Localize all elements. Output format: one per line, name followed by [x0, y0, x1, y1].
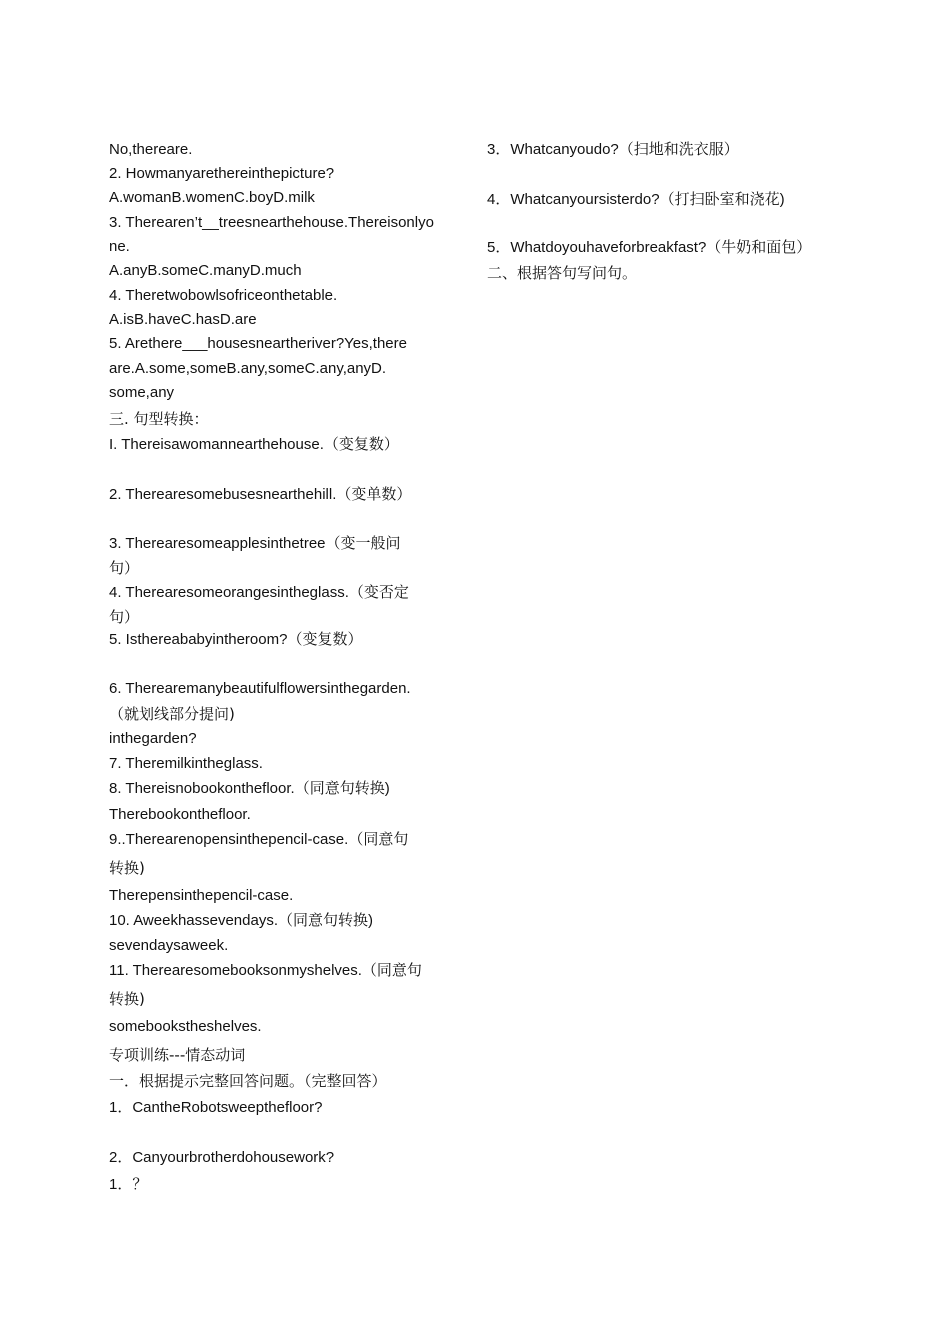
text-line: 4. Theretwobowlsofriceonthetable.	[109, 287, 338, 304]
text-line: 转换)	[109, 859, 145, 877]
text-line: 4．Whatcanyoursisterdo?（打扫卧室和浇花)	[487, 191, 785, 208]
text-line: 句）	[109, 559, 140, 577]
text-line: 7. Theremilkintheglass.	[109, 755, 263, 772]
text-line: 5．Whatdoyouhaveforbreakfast?（牛奶和面包）	[487, 239, 812, 256]
text-line: 8. Thereisnobookonthefloor.（同意句转换)	[109, 780, 390, 797]
text-line: A.womanB.womenC.boyD.milk	[109, 189, 315, 206]
section-heading: 专项训练---情态动词	[109, 1046, 246, 1064]
text-line: inthegarden?	[109, 730, 197, 747]
text-line: I. Thereisawomannearthehouse.（变复数）	[109, 436, 399, 453]
section-heading: 三. 句型转换：	[109, 410, 209, 428]
text-line: 6. Therearemanybeautifulflowersinthegarden.	[109, 680, 411, 697]
text-line: 2．Canyourbrotherdohousework?	[109, 1149, 335, 1166]
text-line: 3. Therearesomeapplesinthetree（变一般问	[109, 535, 401, 552]
text-line: A.isB.haveC.hasD.are	[109, 311, 257, 328]
text-line: sevendaysaweek.	[109, 937, 229, 954]
text-line: 4. Therearesomeorangesintheglass.（变否定	[109, 584, 409, 601]
text-line: 5. Arethere___housesneartheriver?Yes,there	[109, 335, 407, 352]
section-heading: 二、根据答句写问句。	[487, 264, 638, 282]
section-heading: 一．根据提示完整回答问题。（完整回答）	[109, 1072, 387, 1090]
text-line: 转换)	[109, 990, 145, 1008]
text-line: 1．CantheRobotsweepthefloor?	[109, 1099, 323, 1116]
text-line: somebookstheshelves.	[109, 1018, 262, 1035]
text-line: are.A.some,someB.any,someC.any,anyD.	[109, 360, 387, 377]
text-line: ne.	[109, 238, 130, 255]
text-line: 3．Whatcanyoudo?（扫地和洗衣服）	[487, 141, 739, 158]
text-line: Therebookonthefloor.	[109, 806, 251, 823]
text-line: No,thereare.	[109, 141, 193, 158]
text-line: 11. Therearesomebooksonmyshelves.（同意句	[109, 962, 422, 979]
text-line: 3. Therearen’t__treesnearthehouse.Thereisonlyo	[109, 214, 434, 231]
text-line: （就划线部分提问)	[109, 705, 235, 723]
text-line: 5. Isthereababyintheroom?（变复数）	[109, 631, 363, 648]
text-line: 9..Therearenopensinthepencil-case.（同意句	[109, 831, 409, 848]
text-line: A.anyB.someC.manyD.much	[109, 262, 302, 279]
text-line: 10. Aweekhassevendays.（同意句转换)	[109, 912, 374, 929]
text-line: 2. Howmanyarethereinthepicture?	[109, 165, 335, 182]
text-line: Therepensinthepencil-case.	[109, 887, 294, 904]
text-line: 1．？	[109, 1176, 148, 1193]
text-line: 句）	[109, 608, 140, 626]
text-line: some,any	[109, 384, 175, 401]
text-line: 2. Therearesomebusesnearthehill.（变单数）	[109, 486, 412, 503]
